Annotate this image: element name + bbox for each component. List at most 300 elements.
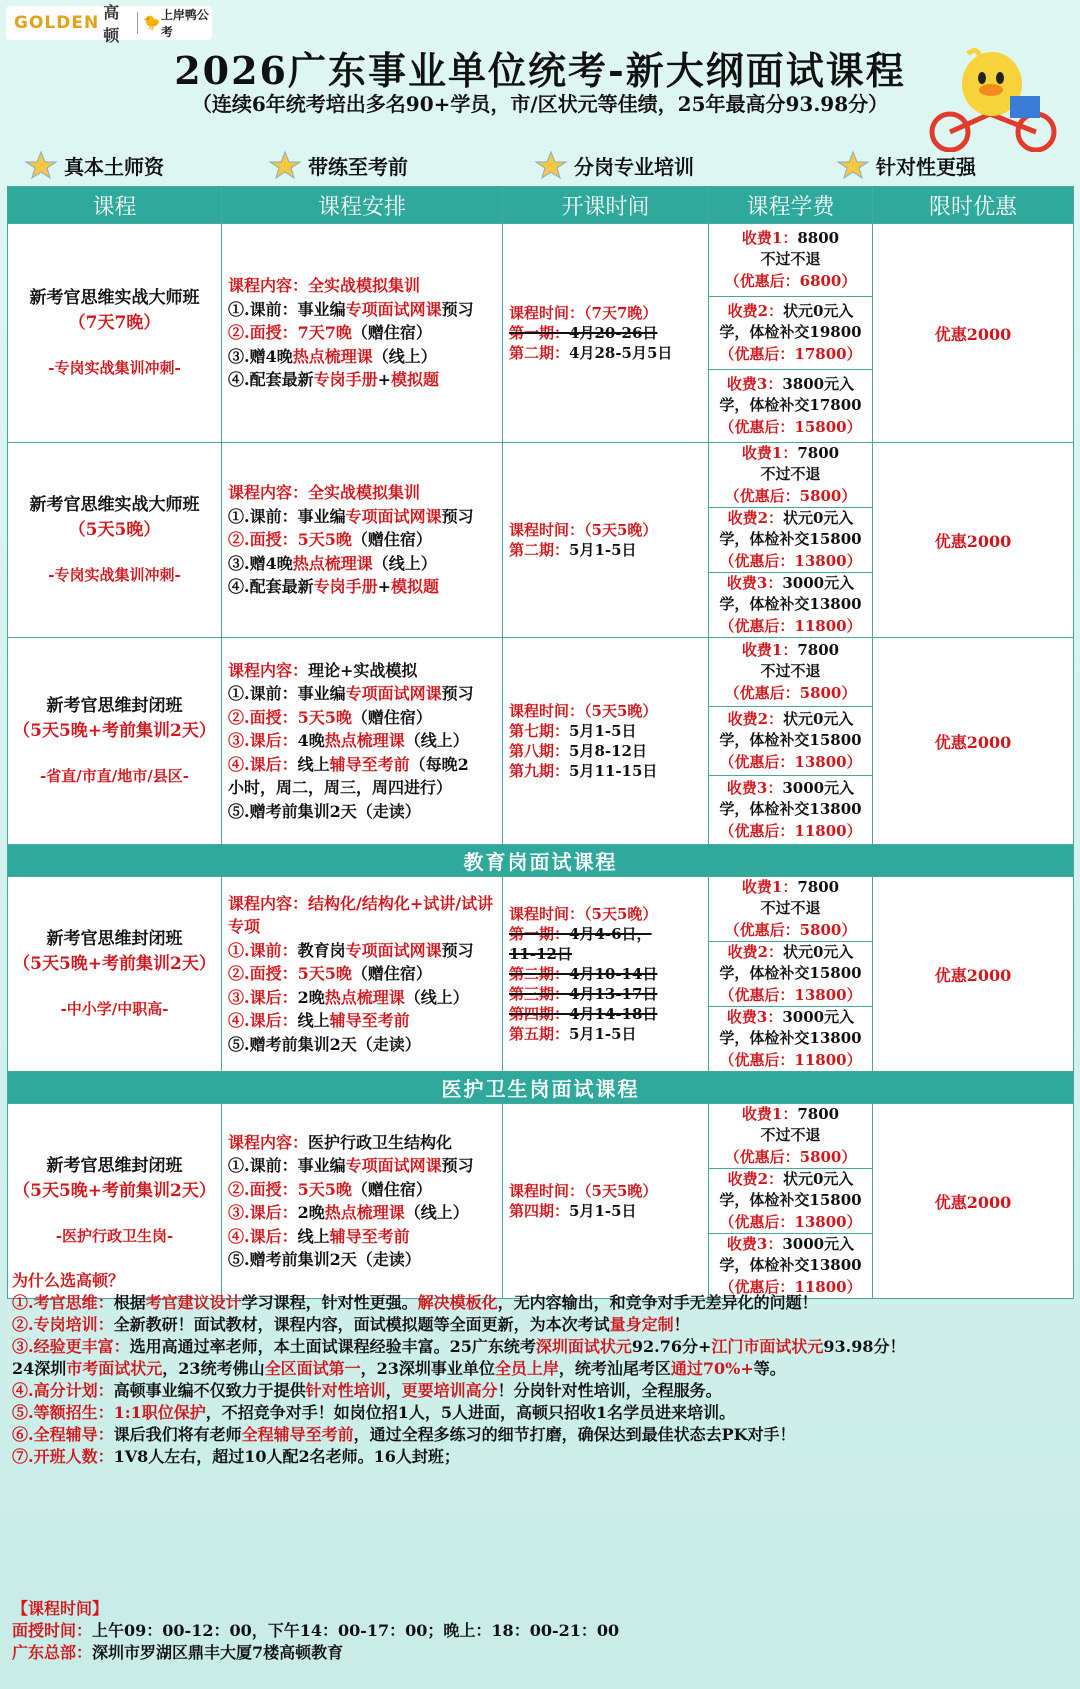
fee-text: 状元0元入 [783, 301, 854, 320]
why-text: 1V8人左右，超过10人配2名老师。16人封班； [113, 1447, 460, 1466]
schedule-item [228, 753, 498, 777]
course-name-cell [8, 224, 222, 443]
fee-line [709, 640, 872, 662]
schedule-item-text: （赠住宿） [351, 530, 432, 550]
course-variant: （5天5晚） [68, 519, 161, 540]
fee-line [709, 508, 872, 530]
fee-detail: 不过不退 [760, 899, 821, 918]
time-value: （5天5晚） [584, 521, 658, 539]
schedule-item [228, 1248, 498, 1272]
fee-cell [709, 638, 873, 845]
fee-detail: 不过不退 [760, 662, 821, 681]
period-label: 第二期： [509, 541, 570, 559]
fee-line [709, 1169, 872, 1191]
schedule-item-text: ①.课前：事业编 [228, 506, 346, 526]
schedule-item-text: 小时，周二，周三，周四进行） [228, 778, 453, 798]
schedule-item-text: 热点梳理课 [292, 553, 373, 573]
why-text: 考官建议设计 [145, 1293, 242, 1312]
period-date: 4月10-14日 [569, 965, 658, 983]
schedule-item-text: ④.课后： [228, 1226, 298, 1246]
footer-time-label: 面授时间： [12, 1621, 93, 1640]
period-date: 4月20-26日 [569, 324, 658, 342]
schedule-item-text: 专项面试网课 [345, 299, 442, 319]
fee-block [709, 573, 872, 637]
why-text: 全员上岸 [494, 1359, 559, 1378]
fee-text: 3000元入 [782, 1007, 855, 1026]
fee-text: 7800 [797, 877, 840, 896]
schedule-item [228, 706, 498, 730]
schedule-item [228, 1201, 498, 1225]
brand-logo [6, 3, 212, 45]
star-icon [534, 150, 568, 180]
period-line [509, 964, 708, 984]
schedule-item-text: ④.配套最新 [228, 577, 314, 597]
fee-after: （优惠后：11800） [719, 1050, 862, 1069]
fee-after: （优惠后：5800） [724, 920, 857, 939]
fee-label: 收费1： [741, 640, 798, 659]
schedule-item-text: ③.课后： [228, 731, 298, 751]
footer-time-line [12, 1620, 1072, 1642]
why-text: 学习课程，针对性更强。 [241, 1293, 418, 1312]
fee-after: （优惠后：6800） [724, 271, 857, 290]
why-text: ③.经验更丰富： [12, 1337, 130, 1356]
time-value: （5天5晚） [584, 1182, 658, 1200]
why-text: 通过70%+ [670, 1359, 754, 1378]
why-text: ，通过全程多练习的细节打磨，确保达到最佳状态去PK对手！ [353, 1425, 796, 1444]
time-value: （7天7晚） [584, 304, 658, 322]
course-tag: -专岗实战集训冲刺- [48, 565, 181, 584]
fee-line [709, 778, 872, 800]
schedule-item [228, 552, 498, 576]
course-variant: （7天7晚） [68, 312, 161, 333]
fee-detail: 学，体检补交15800 [719, 530, 862, 549]
content-value: 理论+实战模拟 [308, 660, 418, 680]
schedule-item-text: ②.面授： [228, 1179, 298, 1199]
fee-block [709, 508, 872, 573]
feature-label: 针对性更强 [876, 154, 976, 179]
page-title: 2026广东事业单位统考-新大纲面试课程 [174, 48, 906, 93]
schedule-content-line [228, 1131, 498, 1155]
period-line [509, 1024, 708, 1044]
why-line [12, 1314, 1072, 1336]
period-date: 5月1-5日 [569, 1202, 637, 1220]
period-date: 4月13-17日 [569, 985, 658, 1003]
fee-line [709, 1007, 872, 1029]
why-line [12, 1358, 1072, 1380]
schedule-item-text: 教育岗 [297, 940, 346, 960]
course-name-cell [8, 877, 222, 1072]
feature-label: 分岗专业培训 [574, 154, 694, 179]
why-text: 全程辅导至考前 [241, 1425, 354, 1444]
footer-section-title: 【课程时间】 [12, 1599, 109, 1618]
fee-after: （优惠后：13800） [719, 985, 862, 1004]
schedule-item [228, 298, 498, 322]
footer-time-text: 上午09：00-12：00，下午14：00-17：00；晚上：18：00-21：00 [92, 1621, 620, 1640]
schedule-item-text: ④.配套最新 [228, 370, 314, 390]
course-name: 新考官思维封闭班 [46, 928, 183, 949]
fee-after: （优惠后：5800） [724, 683, 857, 702]
why-text: ，无内容输出，和竞争对手无差异化的问题！ [497, 1293, 818, 1312]
fee-cell [709, 224, 873, 443]
why-text: 全区面试第一 [264, 1359, 361, 1378]
fee-text: 状元0元入 [783, 508, 854, 527]
schedule-item-text: 预习 [441, 940, 474, 960]
content-value: 全实战模拟集训 [308, 483, 421, 503]
schedule-item [228, 528, 498, 552]
header-fee: 课程学费 [709, 187, 873, 224]
fee-block [709, 638, 872, 707]
period-line [509, 323, 708, 343]
header-start-time: 开课时间 [503, 187, 709, 224]
fee-detail: 不过不退 [760, 1126, 821, 1145]
content-label: 课程内容： [228, 1132, 309, 1152]
schedule-item-text: 模拟题 [391, 370, 440, 390]
fee-label: 收费3： [726, 778, 783, 797]
schedule-item [228, 986, 498, 1010]
period-label: 第九期： [509, 762, 570, 780]
fee-block [709, 443, 872, 508]
footer-hq-label: 广东总部： [12, 1643, 93, 1662]
schedule-item-text: 辅导至考前 [329, 1226, 410, 1246]
fee-after: （优惠后：5800） [724, 1147, 857, 1166]
period-line [509, 540, 708, 560]
period-line [509, 944, 708, 964]
why-line [12, 1336, 1072, 1358]
why-text: ，不招竞争对手！如岗位招1人，5人进面，高顿只招收1名学员进来培训。 [205, 1403, 736, 1422]
schedule-item-text: 线上 [297, 1226, 330, 1246]
fee-line [709, 301, 872, 323]
header-course: 课程 [8, 187, 222, 224]
period-date: 4月28-5月5日 [569, 344, 673, 362]
why-line [12, 1292, 1072, 1314]
course-tag: -省直/市直/地市/县区- [40, 766, 189, 785]
schedule-item-text: ③.赠4晚 [228, 346, 293, 366]
fee-line [709, 709, 872, 731]
schedule-item [228, 939, 498, 963]
schedule-item-text: ⑤.赠考前集训2天（走读） [228, 801, 421, 821]
fee-detail: 学，体检补交19800 [719, 323, 862, 342]
why-text: 江门市面试状元 [711, 1337, 824, 1356]
schedule-item-text: 模拟题 [391, 577, 440, 597]
discount-cell: 优惠2000 [873, 877, 1074, 1072]
why-line [12, 1380, 1072, 1402]
schedule-item-text: ④.课后： [228, 754, 298, 774]
footer-hq-text: 深圳市罗湖区鼎丰大厦7楼高顿教育 [92, 1643, 344, 1662]
period-line [509, 741, 708, 761]
table-row [8, 638, 1074, 845]
time-heading [509, 520, 708, 540]
fee-text: 7800 [797, 1104, 840, 1123]
schedule-item-text: 辅导至考前 [329, 754, 410, 774]
course-tag: -医护行政卫生岗- [55, 1226, 174, 1245]
time-heading [509, 701, 708, 721]
period-label: 第二期： [509, 344, 570, 362]
schedule-item-text: 专项面试网课 [345, 684, 442, 704]
schedule-cell [222, 224, 503, 443]
why-text: 高顿事业编不仅致力于提供 [113, 1381, 306, 1400]
fee-line [709, 942, 872, 964]
feature-item [534, 150, 694, 180]
schedule-item-text: 5天5晚 [297, 530, 352, 550]
fee-text: 3800元入 [782, 374, 855, 393]
period-date: 5月11-15日 [569, 762, 658, 780]
why-choose-section [12, 1270, 1072, 1468]
why-text: ，23深圳事业单位 [360, 1359, 495, 1378]
why-text: ②.专岗培训： [12, 1315, 114, 1334]
fee-after: （优惠后：11800） [719, 616, 862, 635]
fee-detail: 不过不退 [760, 250, 821, 269]
fee-block [709, 707, 872, 776]
why-line [12, 1424, 1072, 1446]
fee-label: 收费3： [726, 573, 783, 592]
schedule-item-text: ②.面授： [228, 323, 298, 343]
section-row [8, 845, 1074, 877]
fee-line [709, 1104, 872, 1126]
schedule-item-text: ②.面授： [228, 707, 298, 727]
star-icon [268, 150, 302, 180]
why-text: ④.高分计划： [12, 1381, 114, 1400]
start-time-cell [503, 638, 709, 845]
fee-label: 收费1： [741, 228, 798, 247]
fee-line [709, 443, 872, 465]
why-text: 全新教研！面试教材，课程内容，面试模拟题等全面更新，为本次考试 [113, 1315, 610, 1334]
course-name: 新考官思维封闭班 [46, 1155, 183, 1176]
fee-cell [709, 877, 873, 1072]
logo-divider [137, 12, 138, 34]
schedule-content-line [228, 892, 498, 939]
course-variant: （5天5晚+考前集训2天） [13, 953, 216, 974]
time-label: 课程时间： [509, 304, 585, 322]
fee-block [709, 877, 872, 942]
why-text: ！分岗针对性培训，全程服务。 [497, 1381, 722, 1400]
period-label: 第四期： [509, 1005, 570, 1023]
fee-detail: 学，体检补交13800 [719, 1029, 862, 1048]
fee-block [709, 370, 872, 442]
start-time-cell [503, 443, 709, 638]
schedule-item-text: 5天5晚 [297, 964, 352, 984]
schedule-item [228, 345, 498, 369]
why-title: 为什么选高顿？ [12, 1271, 125, 1290]
fee-label: 收费3： [726, 1234, 783, 1253]
schedule-item-text: 专项面试网课 [345, 940, 442, 960]
schedule-item-text: 线上 [297, 754, 330, 774]
time-heading [509, 904, 708, 924]
why-text: 深圳面试状元 [535, 1337, 632, 1356]
time-label: 课程时间： [509, 521, 585, 539]
why-text: ！ [673, 1315, 690, 1334]
course-tag: -专岗实战集训冲刺- [48, 358, 181, 377]
why-text: ⑤.等额招生： [12, 1403, 114, 1422]
fee-text: 7800 [797, 443, 840, 462]
course-name: 新考官思维实战大师班 [29, 494, 200, 515]
schedule-item [228, 1154, 498, 1178]
schedule-item [228, 575, 498, 599]
why-text: 市考面试状元 [66, 1359, 163, 1378]
why-text: 1:1职位保护 [113, 1403, 206, 1422]
schedule-item-text: ②.面授： [228, 530, 298, 550]
fee-label: 收费3： [726, 1007, 783, 1026]
schedule-item-text: 预习 [441, 684, 474, 704]
schedule-item-text: （赠住宿） [351, 1179, 432, 1199]
schedule-item-text: 5天5晚 [297, 1179, 352, 1199]
schedule-item-text: ③.赠4晚 [228, 553, 293, 573]
why-text: ①.考官思维： [12, 1293, 114, 1312]
schedule-item-text: （线上） [404, 731, 469, 751]
fee-block [709, 942, 872, 1007]
why-text: ⑥.全程辅导： [12, 1425, 114, 1444]
fee-detail: 学，体检补交13800 [719, 1256, 862, 1275]
course-variant: （5天5晚+考前集训2天） [13, 720, 216, 741]
fee-after: （优惠后：5800） [724, 486, 857, 505]
why-text: 针对性培训 [305, 1381, 386, 1400]
schedule-item-text: + [377, 370, 391, 390]
footer-section [12, 1598, 1072, 1664]
page-subtitle: （连续6年统考培出多名90+学员，市/区状元等佳绩，25年最高分93.98分） [191, 92, 889, 116]
schedule-item [228, 321, 498, 345]
fee-label: 收费1： [741, 877, 798, 896]
fee-detail: 学，体检补交17800 [719, 396, 862, 415]
why-text: 24深圳 [12, 1359, 67, 1378]
fee-label: 收费1： [741, 443, 798, 462]
period-date: 5月1-5日 [569, 722, 637, 740]
period-line [509, 1201, 708, 1221]
fee-cell [709, 443, 873, 638]
content-value: 结构化/结构化+试讲/试讲专项 [228, 893, 494, 937]
time-heading [509, 303, 708, 323]
why-text: 更要培训高分 [401, 1381, 498, 1400]
schedule-cell [222, 638, 503, 845]
period-label: 第三期： [509, 985, 570, 1003]
schedule-item-text: 专岗手册 [313, 577, 378, 597]
schedule-item-text: （赠住宿） [351, 964, 432, 984]
period-date: 4月4-6日， [569, 925, 652, 943]
schedule-item-text: （线上） [404, 987, 469, 1007]
fee-label: 收费2： [727, 709, 783, 728]
fee-after: （优惠后：13800） [719, 551, 862, 570]
fee-block [709, 776, 872, 844]
feature-item [268, 150, 408, 180]
course-tag: -中小学/中职高- [60, 999, 169, 1018]
duck-mascot-icon [920, 44, 1066, 152]
schedule-item-text: ③.课后： [228, 1203, 298, 1222]
schedule-item-text: 预习 [441, 506, 474, 526]
schedule-item-text: 热点梳理课 [324, 1203, 405, 1222]
period-date: 4月14-18日 [569, 1005, 658, 1023]
time-heading [509, 1181, 708, 1201]
fee-line [709, 374, 872, 396]
why-text: 解决模板化 [417, 1293, 498, 1312]
schedule-item [228, 505, 498, 529]
feature-label: 带练至考前 [308, 154, 408, 179]
discount-cell: 优惠2000 [873, 638, 1074, 845]
time-label: 课程时间： [509, 1182, 585, 1200]
schedule-item-text: 辅导至考前 [329, 1011, 410, 1031]
time-label: 课程时间： [509, 905, 585, 923]
content-label: 课程内容： [228, 893, 309, 913]
schedule-item-text: 2晚 [297, 1203, 325, 1222]
period-line [509, 343, 708, 363]
content-label: 课程内容： [228, 276, 309, 296]
fee-detail: 学，体检补交15800 [719, 731, 862, 750]
schedule-item [228, 729, 498, 753]
fee-detail: 学，体检补交13800 [719, 595, 862, 614]
why-line [12, 1402, 1072, 1424]
fee-label: 收费3： [726, 374, 783, 393]
schedule-item-text: ⑤.赠考前集训2天（走读） [228, 1034, 421, 1054]
schedule-item-text: ①.课前： [228, 940, 298, 960]
period-date: 5月1-5日 [569, 1025, 637, 1043]
schedule-item-text: （赠住宿） [351, 707, 432, 727]
fee-text: 7800 [797, 640, 840, 659]
schedule-item-text: ①.课前：事业编 [228, 1156, 346, 1175]
why-text: 选用高通过率老师，本土面试课程经验丰富。25广东统考 [129, 1337, 536, 1356]
content-label: 课程内容： [228, 660, 309, 680]
footer-hq-line [12, 1642, 1072, 1664]
schedule-content-line [228, 659, 498, 683]
fee-after: （优惠后：17800） [719, 344, 862, 363]
schedule-item-text: 7天7晚 [297, 323, 352, 343]
logo-shangan: 上岸鸭公考 [160, 8, 209, 39]
period-label: 第一期： [509, 925, 570, 943]
schedule-cell [222, 877, 503, 1072]
why-text: 根据 [113, 1293, 146, 1312]
schedule-item [228, 1225, 498, 1249]
feature-item [836, 150, 976, 180]
fee-text: 3000元入 [782, 573, 855, 592]
fee-after: （优惠后：11800） [719, 1277, 862, 1296]
star-icon [24, 150, 58, 180]
period-label: 第五期： [509, 1025, 570, 1043]
section-row [8, 1072, 1074, 1104]
fee-block [709, 1007, 872, 1071]
schedule-item [228, 776, 498, 800]
discount-cell: 优惠2000 [873, 224, 1074, 443]
schedule-item [228, 682, 498, 706]
period-date: 5月1-5日 [569, 541, 637, 559]
period-label: 第八期： [509, 742, 570, 760]
content-label: 课程内容： [228, 483, 309, 503]
schedule-item-text: （线上） [372, 553, 437, 573]
period-line [509, 761, 708, 781]
schedule-item-text: （赠住宿） [351, 323, 432, 343]
fee-label: 收费2： [727, 1169, 783, 1188]
fee-after: （优惠后：13800） [719, 752, 862, 771]
period-line [509, 721, 708, 741]
start-time-cell [503, 224, 709, 443]
schedule-item [228, 1009, 498, 1033]
fee-line [709, 228, 872, 250]
schedule-item [228, 962, 498, 986]
fee-detail: 不过不退 [760, 465, 821, 484]
fee-after: （优惠后：15800） [719, 417, 862, 436]
time-label: 课程时间： [509, 702, 585, 720]
star-icon [836, 150, 870, 180]
why-text: ， [385, 1381, 402, 1400]
fee-detail: 学，体检补交15800 [719, 1191, 862, 1210]
schedule-item-text: （每晚2 [409, 754, 469, 774]
logo-golden: GOLDEN [14, 13, 100, 33]
why-line [12, 1446, 1072, 1468]
schedule-cell [222, 443, 503, 638]
table-row [8, 224, 1074, 443]
schedule-item-text: 2晚 [297, 987, 325, 1007]
why-text: 量身定制 [609, 1315, 674, 1334]
section-title: 教育岗面试课程 [8, 845, 1074, 877]
fee-text: 3000元入 [782, 1234, 855, 1253]
header-schedule: 课程安排 [222, 187, 503, 224]
period-line [509, 924, 708, 944]
schedule-item [228, 368, 498, 392]
